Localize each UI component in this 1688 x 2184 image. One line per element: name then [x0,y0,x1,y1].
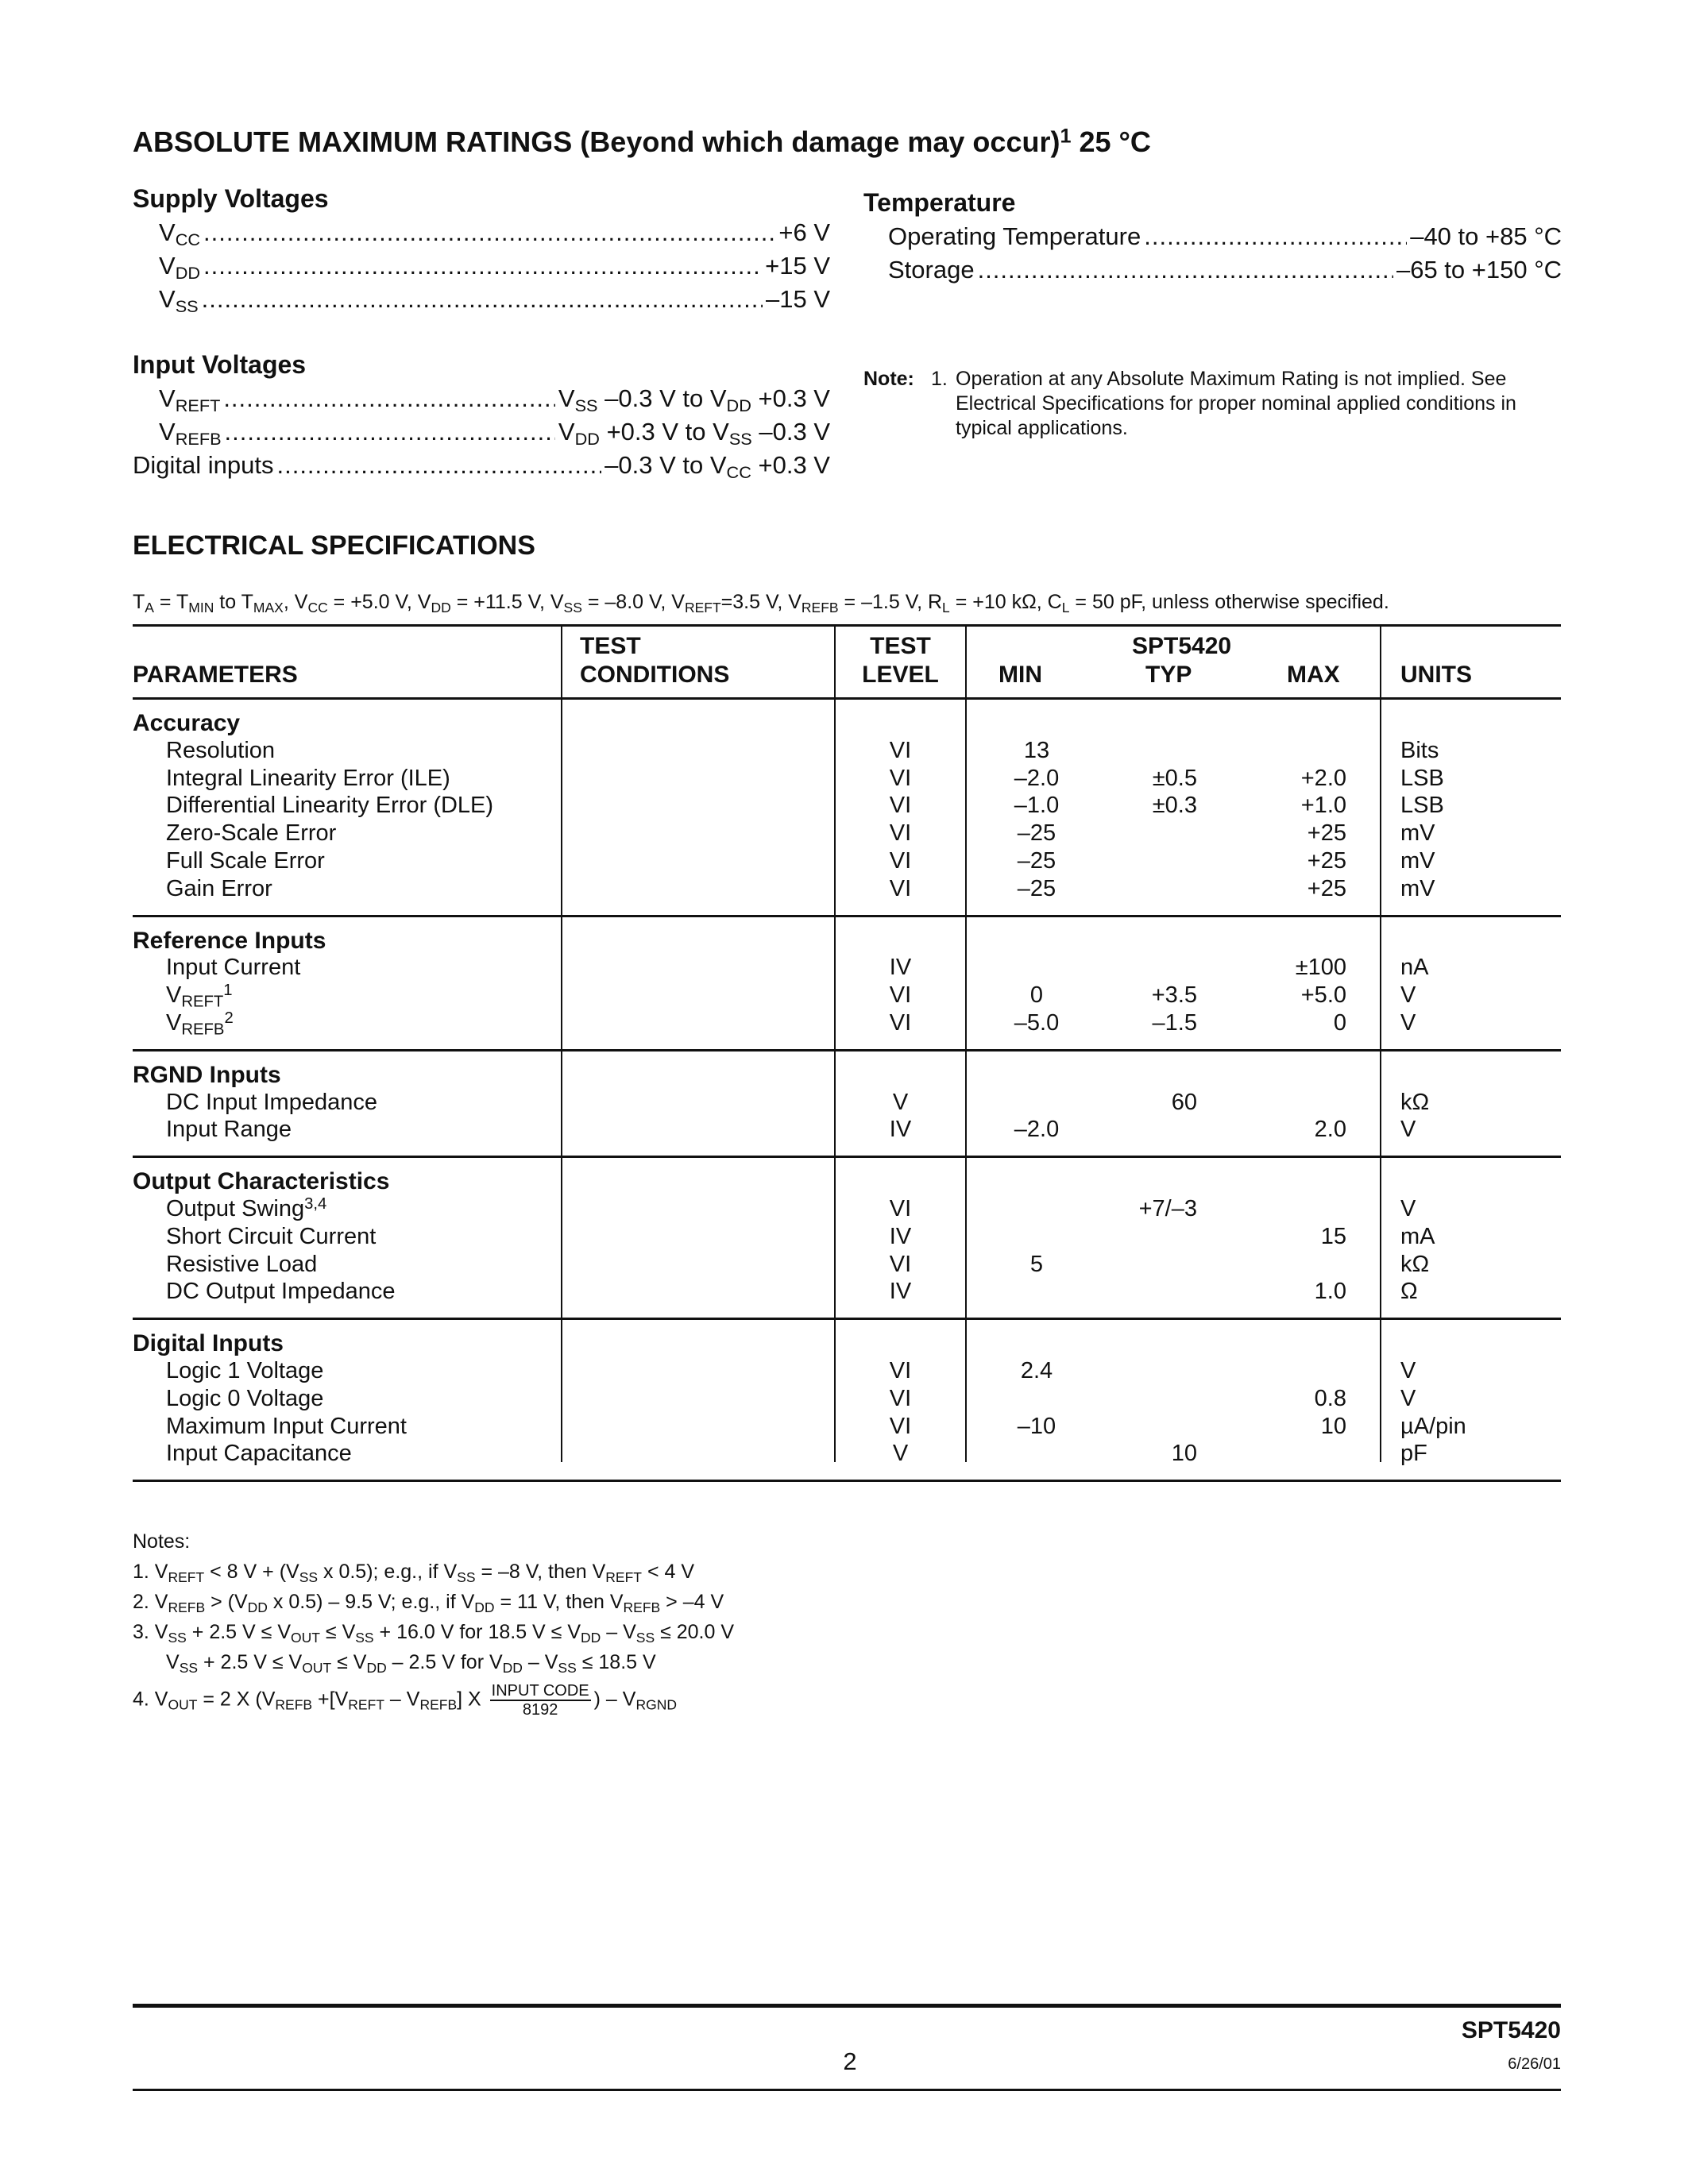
units-cell: Bits [1400,737,1439,763]
note-label: Note: [863,368,914,390]
min-cell: 0 [1029,982,1044,1009]
header-units: UNITS [1400,662,1472,688]
test-level-cell: IV [889,1279,912,1305]
table-vrule [1380,624,1381,1462]
elec-conditions: $T_A = T_{MIN}$ to $T_{MAX}$, $V_{CC} = +5.0$ V, $V_{DD} = +11.5$ V, $V_{SS} = -8.0$ V, $V_{REFT}=3.5$ V, $V_{REFB} = -1.5$ V, $R_L = +10$ kΩ, $C_L = 50$ pF, unless otherwise specified. [133,591,1389,615]
test-level-cell: VI [889,1385,912,1411]
max-cell: 10 [1320,1413,1346,1439]
rating-operating-temp: Operating Temperature ..... –40 to +85 °C [888,222,1562,251]
test-level-cell: VI [889,820,912,847]
min-cell: –25 [1017,848,1056,874]
footer-part: SPT5420 [1461,2017,1561,2043]
param-label: Input Capacitance [166,1441,352,1467]
param-label: Zero-Scale Error [166,820,337,847]
max-cell: 2.0 [1314,1117,1346,1143]
param-label: $V_{REFB}^2$ [166,1009,234,1039]
test-level-cell: VI [889,1010,912,1036]
units-cell: mV [1400,848,1435,874]
min-cell: 2.4 [1020,1358,1053,1383]
group-rule [133,1480,1561,1482]
group-heading: Reference Inputs [133,927,326,954]
table-top-rule [133,624,1561,627]
group-heading: Output Characteristics [133,1168,390,1195]
typ-cell: +3.5 [1151,982,1197,1009]
units-cell: µA/pin [1400,1413,1466,1439]
param-label: Differential Linearity Error (DLE) [166,793,494,819]
test-level-cell: VI [889,793,912,819]
group-heading: RGND Inputs [133,1061,281,1088]
max-cell: +1.0 [1300,793,1346,819]
units-cell: pF [1400,1441,1427,1467]
rating-vss: $V_{SS}$ ..... –15 V [159,285,830,314]
rating-vdd: $V_{DD}$ ..... +15 V [159,252,830,280]
units-cell: mV [1400,875,1435,901]
param-label: Input Current [166,955,301,981]
typ-cell: –1.5 [1152,1010,1197,1036]
units-cell: V [1400,1196,1416,1221]
units-cell: V [1400,982,1416,1009]
group-heading: Accuracy [133,710,241,736]
group-heading: Digital Inputs [133,1330,284,1357]
header-parameters: PARAMETERS [133,662,298,688]
header-min: MIN [999,662,1042,688]
footnote-2: 2. $V_{REFB} > (V_{DD}$ x 0.5) – 9.5 V; e.g., if $V_{DD} = 11$ V, then $V_{REFB} > -4$ V [133,1591,724,1615]
param-label: Integral Linearity Error (ILE) [166,765,450,791]
typ-cell: ±0.3 [1152,793,1197,819]
abs-max-title: ABSOLUTE MAXIMUM RATINGS (Beyond which damage may occur)$^1$ 25 °C [133,125,1151,158]
min-cell: –25 [1017,875,1056,901]
header-test-level-1: TEST [870,633,931,659]
param-label: Output Swing$^{3,4}$ [166,1194,327,1221]
param-label: Logic 0 Voltage [166,1385,324,1411]
test-level-cell: VI [889,1358,912,1383]
test-level-cell: IV [889,1223,912,1249]
test-level-cell: VI [889,765,912,791]
units-cell: LSB [1400,765,1444,791]
param-label: Short Circuit Current [166,1223,377,1249]
header-test-level-2: LEVEL [862,662,939,688]
footer-bottom-rule [133,2089,1561,2091]
param-label: Gain Error [166,875,272,901]
max-cell: 1.0 [1314,1279,1346,1305]
test-level-cell: VI [889,875,912,901]
typ-cell: 10 [1171,1441,1197,1467]
temperature-heading: Temperature [863,188,1016,217]
header-test-conditions-1: TEST [580,633,641,659]
input-voltages-heading: Input Voltages [133,350,307,379]
param-label: Resistive Load [166,1251,318,1277]
max-cell: ±100 [1295,955,1346,981]
units-cell: kΩ [1400,1089,1430,1115]
header-typ: TYP [1145,662,1192,688]
max-cell: 0.8 [1314,1385,1346,1411]
min-cell: 5 [1029,1251,1044,1277]
max-cell: +5.0 [1300,982,1346,1009]
test-level-cell: VI [889,848,912,874]
group-rule [133,1318,1561,1320]
max-cell: +2.0 [1300,765,1346,791]
footer-date: 6/26/01 [1508,2055,1561,2073]
param-label: Resolution [166,737,276,763]
rating-vcc: $V_{CC}$ ..... +6 V [159,218,830,247]
rating-vrefb: $V_{REFB}$ ..... $V_{DD} +0.3$ V to $V_{SS}$ –0.3 V [159,418,830,446]
max-cell: +25 [1307,848,1346,874]
rating-storage-temp: Storage ..... –65 to +150 °C [888,256,1562,284]
units-cell: V [1400,1385,1416,1411]
test-level-cell: VI [889,1251,912,1277]
max-cell: 15 [1320,1223,1346,1249]
units-cell: LSB [1400,793,1444,819]
param-label: Full Scale Error [166,848,325,874]
test-level-cell: V [892,1441,909,1467]
header-test-conditions-2: CONDITIONS [580,662,730,688]
note-number: 1. [931,368,948,390]
group-rule [133,915,1561,917]
header-max: MAX [1287,662,1340,688]
param-label: DC Output Impedance [166,1279,396,1305]
typ-cell: 60 [1171,1089,1197,1115]
min-cell: 13 [1023,737,1050,763]
footnote-4-fraction: $\frac{\text{INPUT CODE}}{8192}$ [491,1682,589,1719]
max-cell: 0 [1333,1010,1346,1036]
min-cell: –2.0 [1014,1117,1060,1143]
group-rule [133,1156,1561,1158]
test-level-cell: VI [889,737,912,763]
test-level-cell: IV [889,1117,912,1143]
test-level-cell: IV [889,955,912,981]
min-cell: –1.0 [1014,793,1060,819]
footer-top-rule [133,2004,1561,2008]
footnote-1: 1. $V_{REFT} < 8$ $V + (V_{SS}$ x 0.5); e.g., if $V_{SS} = -8$ V, then $V_{REFT} < 4$ V [133,1561,695,1585]
rating-digital-inputs: Digital inputs ..... –0.3 V to $V_{CC} +0.3$ V [133,451,830,480]
param-label: Logic 1 Voltage [166,1358,324,1383]
table-vrule [561,624,562,1462]
table-header-rule [133,697,1561,700]
elec-spec-title: ELECTRICAL SPECIFICATIONS [133,531,535,561]
footer-page-number: 2 [843,2047,857,2075]
footnote-3a: 3. $V_{SS} + 2.5$ $V \le V_{OUT} \le V_{SS} + 16.0$ V for 18.5 $V \le V_{DD} - V_{SS} \le 20.0$ V [133,1621,735,1646]
notes-heading: Notes: [133,1530,191,1553]
min-cell: –2.0 [1014,765,1060,791]
test-level-cell: VI [889,1413,912,1439]
typ-cell: +7/–3 [1138,1196,1197,1221]
units-cell: mV [1400,820,1435,847]
note-text: Operation at any Absolute Maximum Rating is not implied. See Electrical Specifications for proper nominal applied conditions in typical applications. [956,368,1516,439]
test-level-cell: VI [889,1196,912,1221]
units-cell: V [1400,1010,1416,1036]
param-label: Input Range [166,1117,292,1143]
units-cell: kΩ [1400,1251,1430,1277]
supply-voltages-heading: Supply Voltages [133,184,329,213]
typ-cell: ±0.5 [1152,765,1197,791]
footnote-4: 4. $V_{OUT} = 2$ X ($V_{REFB} +[V_{REFT} - V_{REFB}]$ X $\frac{\text{INPUT CODE}}{8192}$ ) – $V_{RGND}$ [133,1682,677,1719]
group-rule [133,1049,1561,1051]
test-level-cell: VI [889,982,912,1009]
min-cell: –25 [1017,820,1056,847]
min-cell: –5.0 [1014,1010,1060,1036]
max-cell: +25 [1307,875,1346,901]
min-cell: –10 [1017,1413,1056,1439]
param-label: $V_{REFT}^1$ [166,982,233,1011]
units-cell: mA [1400,1223,1435,1249]
test-level-cell: V [892,1089,909,1115]
units-cell: V [1400,1117,1416,1143]
units-cell: nA [1400,955,1429,981]
units-cell: V [1400,1358,1416,1383]
footnote-3b: $V_{SS} + 2.5$ $V \le V_{OUT} \le V_{DD} - 2.5$ V for $V_{DD} - V_{SS} \le 18.5$ V [166,1651,656,1676]
max-cell: +25 [1307,820,1346,847]
footnotes [133,1526,734,1719]
param-label: DC Input Impedance [166,1089,377,1115]
param-label: Maximum Input Current [166,1413,407,1439]
units-cell: Ω [1400,1279,1418,1305]
header-part: SPT5420 [1132,633,1232,659]
rating-vreft: $V_{REFT}$ ..... $V_{SS}$ –0.3 V to $V_{DD} +0.3$ V [159,384,830,413]
